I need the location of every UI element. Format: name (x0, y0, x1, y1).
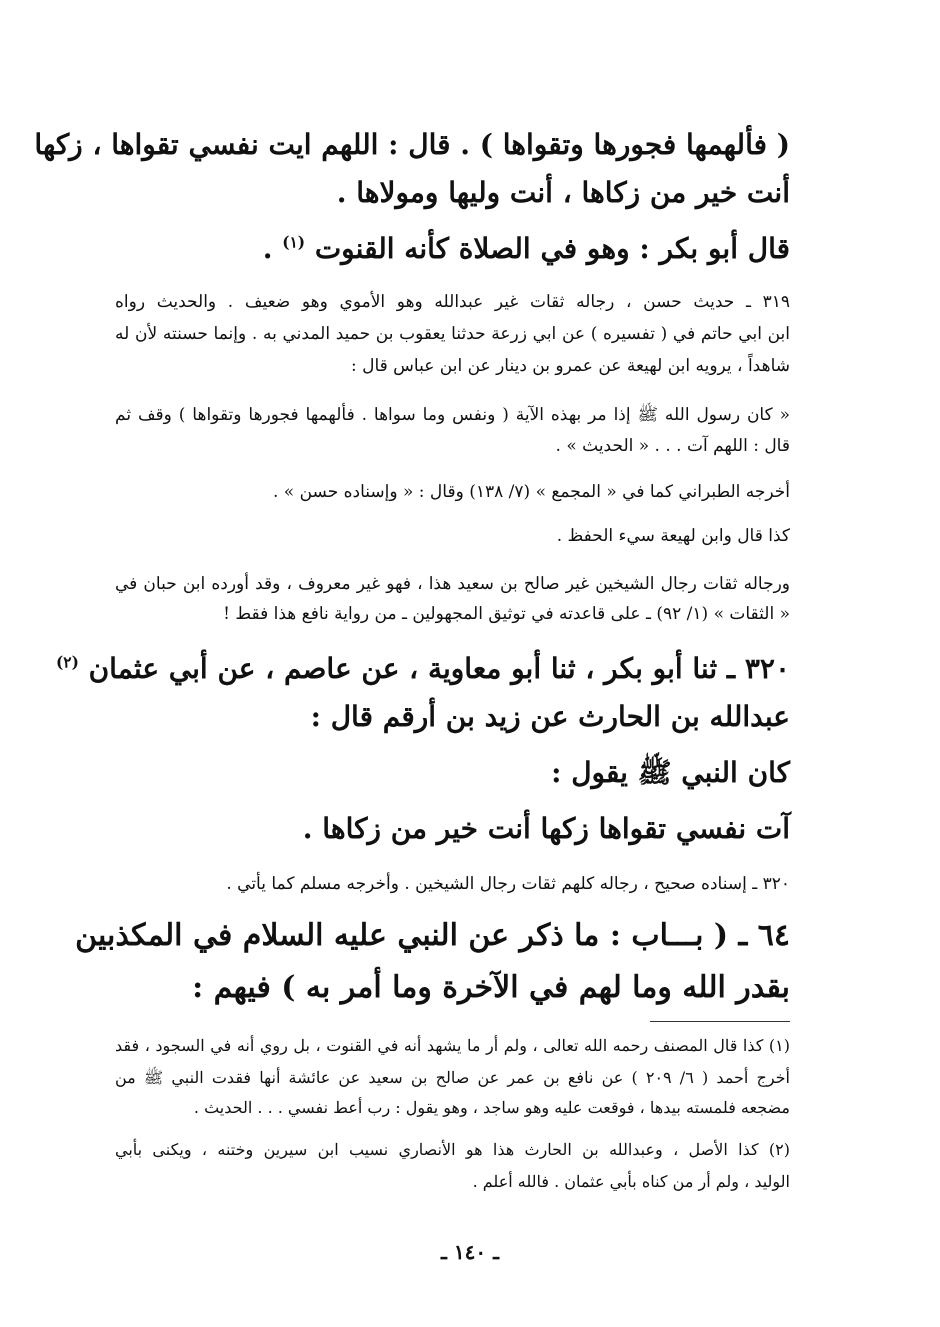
footnote-separator (650, 1021, 790, 1022)
rijal-line-1: ورجاله ثقات رجال الشيخين غير صالح بن سعيد هذا ، فهو غير معروف ، وقد أورده ابن حبان في (115, 574, 790, 594)
footnote-ref-1: (١) (282, 233, 306, 252)
quote-319-line-1: « كان رسول الله ﷺ إذا مر بهذه الآية ( ونفس وما سواها . فألهمها فجورها وتقواها ) وقف ثم (115, 405, 790, 425)
dua-line: آت نفسي تقواها زكها أنت خير من زكاها . (302, 812, 790, 845)
hadith-320-line-1 (56, 652, 790, 685)
footnote-ref-2: (٢) (55, 653, 79, 672)
top-text-line-2: أنت خير من زكاها ، أنت وليها ومولاها . (336, 176, 790, 209)
chapter-64-line-2: بقدر الله وما لهم في الآخرة وما أمر به ) فيهم : (192, 970, 790, 1005)
footnote-1-line-1: (١) كذا قال المصنف رحمه الله تعالى ، ولم أر ما يشهد أنه في القنوت ، بل روي أنه في السجود ، فقد (115, 1036, 790, 1055)
hadith-320-text: ٣٢٠ ـ ثنا أبو بكر ، ثنا أبو معاوية ، عن عاصم ، عن أبي عثمان (88, 652, 790, 685)
footnote-1-line-2: أخرج أحمد ( ٦/ ٢٠٩ ) عن نافع بن عمر عن صالح بن سعيد عن عائشة أنها فقدت النبي ﷺ من (115, 1068, 790, 1087)
commentary-320: ٣٢٠ ـ إسناده صحيح ، رجاله كلهم ثقات رجال الشيخين . وأخرجه مسلم كما يأتي . (226, 874, 790, 894)
tabarani-line: أخرجه الطبراني كما في « المجمع » (٧/ ١٣٨) وقال : « وإسناده حسن » . (273, 482, 790, 502)
quote-319-line-2: قال : اللهم آت . . . « الحديث » . (555, 436, 790, 456)
nabi-line: كان النبي ﷺ يقول : (551, 756, 790, 789)
kadha-line: كذا قال وابن لهيعة سيء الحفظ . (556, 526, 790, 546)
commentary-319-line-2: ابن ابي حاتم في ( تفسيره ) عن ابي زرعة حدثنا يعقوب بن حميد المدني به . وإنما حسنته لأن له (115, 324, 790, 344)
hadith-320-line-2: عبدالله بن الحارث عن زيد بن أرقم قال : (310, 700, 790, 733)
footnote-2-line-1: (٢) كذا الأصل ، وعبدالله بن الحارث هذا هو الأنصاري نسيب ابن سيرين وختنه ، ويكنى بأبي (115, 1140, 790, 1159)
rijal-line-2: « الثقات » (١/ ٩٢) ـ على قاعدته في توثيق المجهولين ـ من رواية نافع هذا فقط ! (223, 604, 790, 624)
page-number: ـ ١٤٠ ـ (441, 1240, 499, 1264)
commentary-319-line-1: ٣١٩ ـ حديث حسن ، رجاله ثقات غير عبدالله وهو الأموي وهو ضعيف . والحديث رواه (115, 292, 790, 312)
commentary-319-line-3: شاهداً ، يرويه ابن لهيعة عن عمرو بن دينار عن ابن عباس قال : (350, 356, 790, 376)
chapter-64-line-1: ٦٤ ـ ( بـــاب : ما ذكر عن النبي عليه السلام في المكذبين (75, 918, 790, 953)
footnote-1-line-3: مضجعه فلمسته بيدها ، فوقعت عليه وهو ساجد ، وهو يقول : رب أعط نفسي . . . الحديث . (193, 1098, 790, 1117)
top-text-line-1: ( فألهمها فجورها وتقواها ) . قال : اللهم ايت نفسي تقواها ، زكها (34, 128, 790, 161)
abu-bakr-statement: قال أبو بكر : وهو في الصلاة كأنه القنوت $^{(١)}$ . (262, 232, 790, 265)
abu-bakr-text: قال أبو بكر : وهو في الصلاة كأنه القنوت (314, 232, 790, 265)
footnote-2-line-2: الوليد ، ولم أر من كناه بأبي عثمان . فالله أعلم . (472, 1172, 790, 1191)
